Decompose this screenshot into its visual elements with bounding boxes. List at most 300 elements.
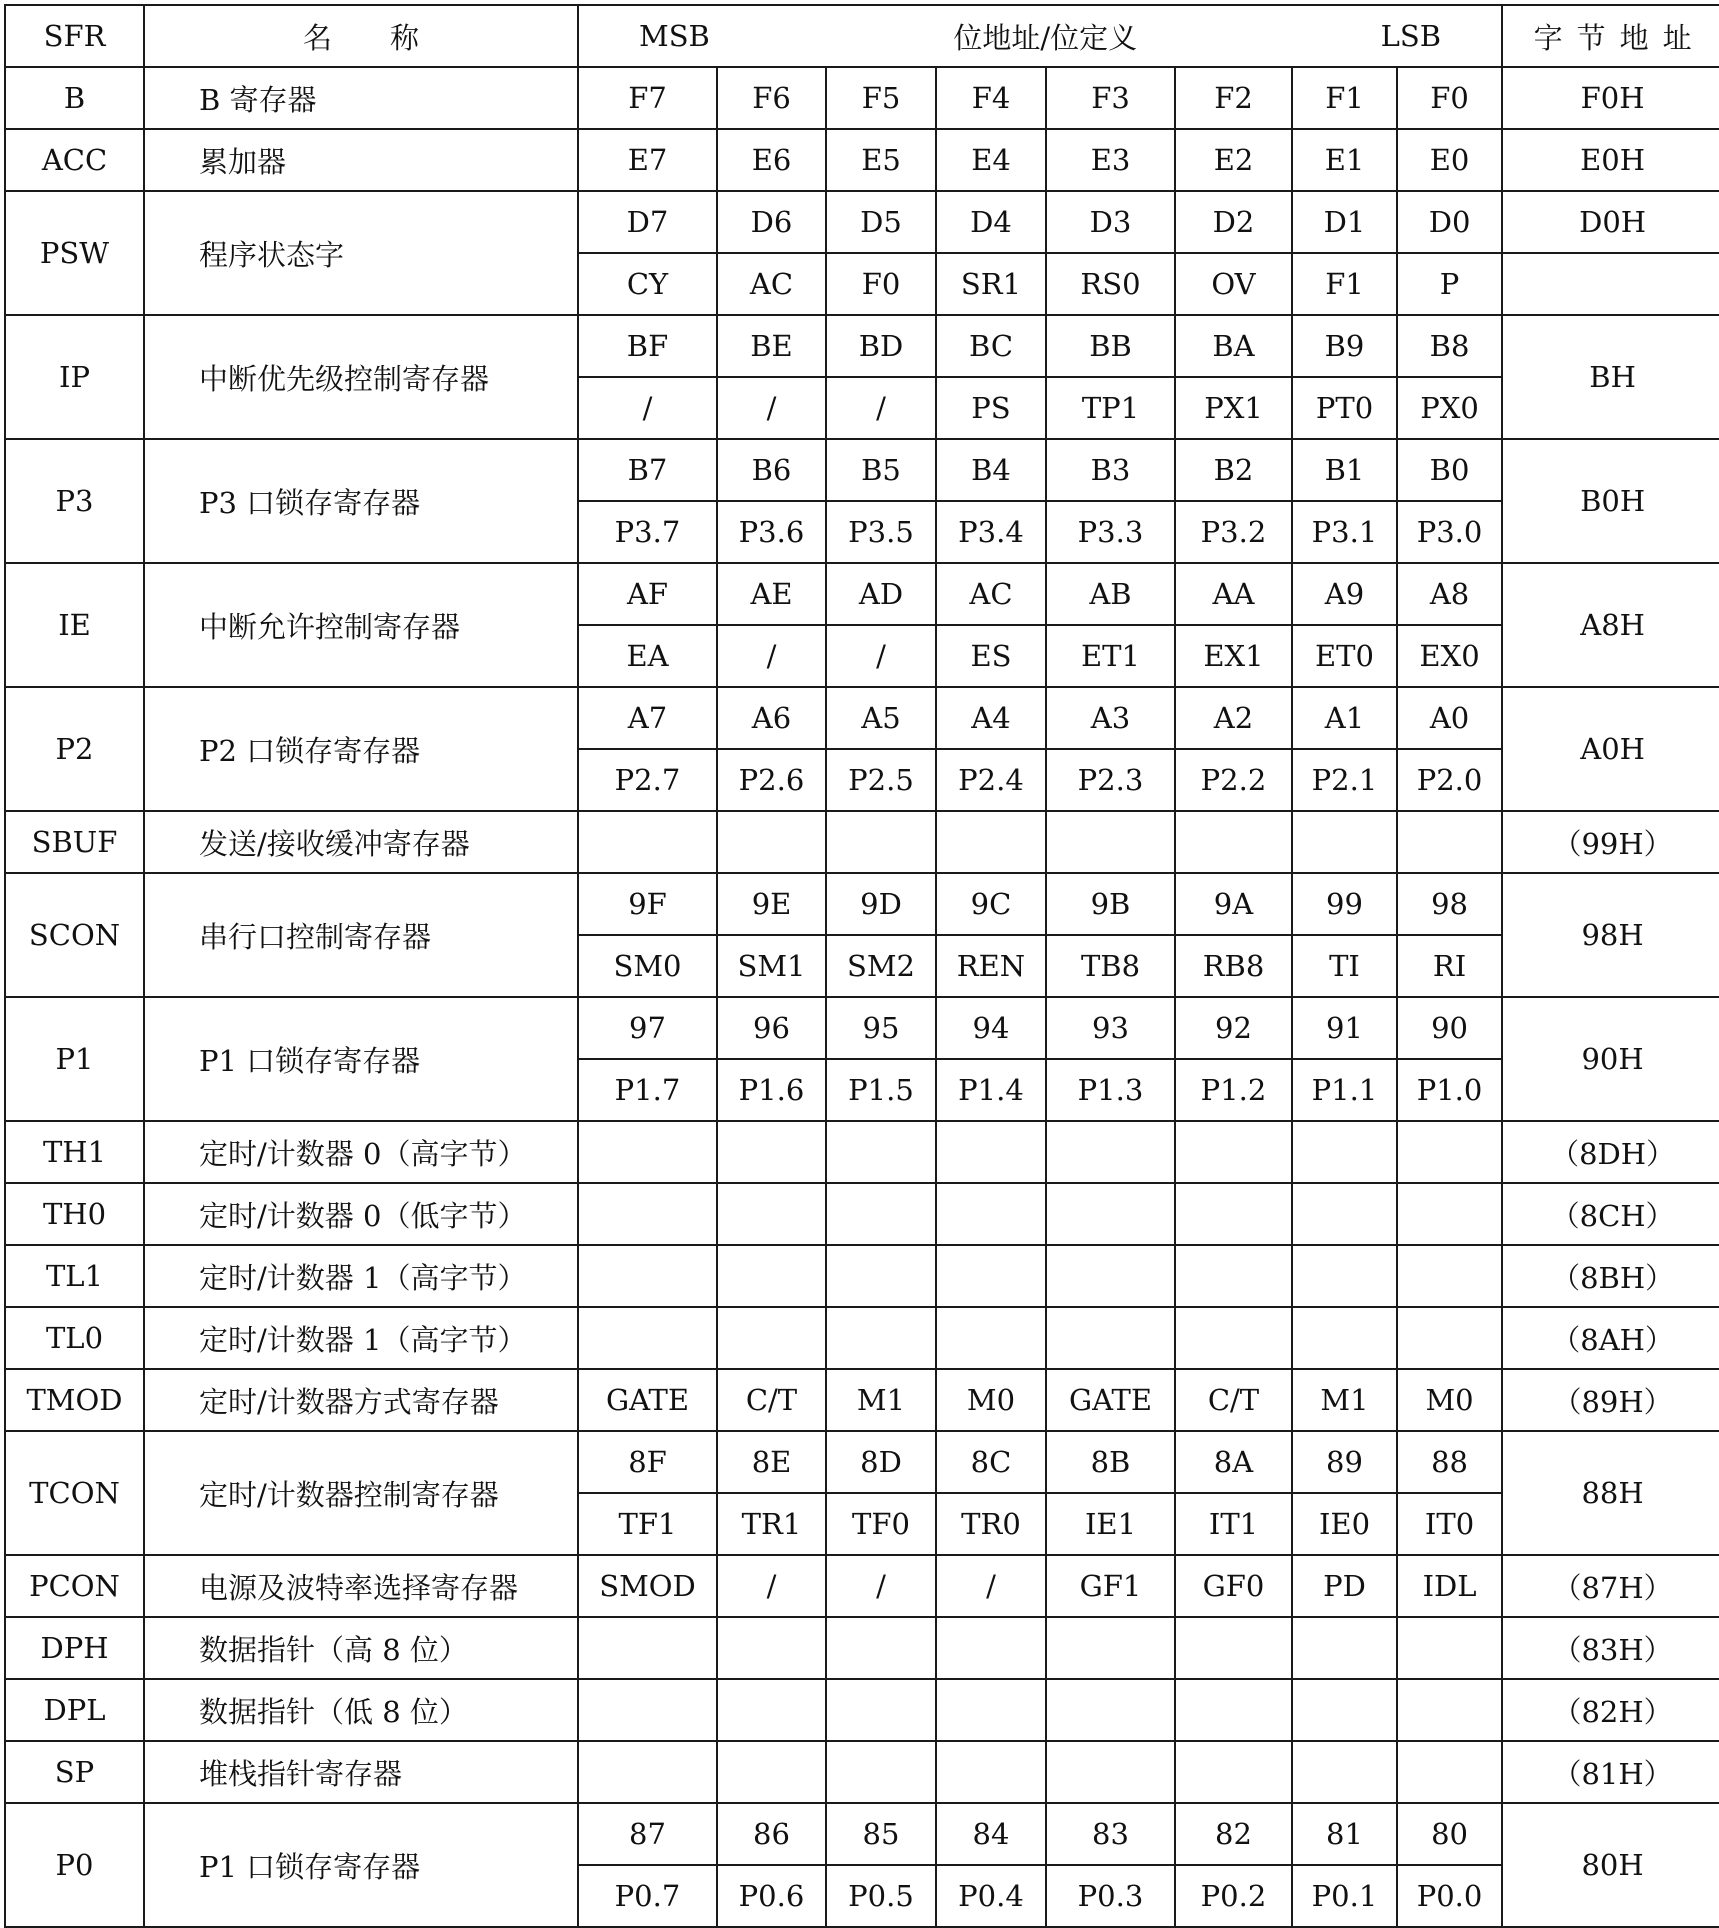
bit-address-cell: 88 xyxy=(1397,1431,1502,1493)
byte-address: A8H xyxy=(1502,563,1719,687)
table-row xyxy=(5,563,1719,625)
bit-definition-cell: CY xyxy=(578,253,717,315)
bit-address-cell xyxy=(1397,1617,1502,1679)
header-byte-address: 字节地址 xyxy=(1502,5,1719,67)
bit-definition-cell: RI xyxy=(1397,935,1502,997)
bit-address-cell xyxy=(1046,1183,1175,1245)
bit-definition-cell: / xyxy=(578,377,717,439)
bit-address-cell xyxy=(936,1679,1046,1741)
bit-address-cell xyxy=(936,1307,1046,1369)
table-row xyxy=(5,1431,1719,1493)
bit-address-cell: AF xyxy=(578,563,717,625)
bit-address-cell: 99 xyxy=(1292,873,1397,935)
bit-definition-cell: TR0 xyxy=(936,1493,1046,1555)
bit-definition-cell: REN xyxy=(936,935,1046,997)
header-lsb: LSB xyxy=(1380,19,1442,53)
bit-definition-cell: SM1 xyxy=(717,935,826,997)
bit-address-cell xyxy=(826,1307,936,1369)
bit-address-cell: E6 xyxy=(717,129,826,191)
bit-definition-cell: P3.0 xyxy=(1397,501,1502,563)
byte-address: 80H xyxy=(1502,1803,1719,1927)
bit-address-cell xyxy=(1292,1617,1397,1679)
sfr-name: P3 口锁存寄存器 xyxy=(144,439,578,563)
bit-definition-cell: EX1 xyxy=(1175,625,1292,687)
bit-definition-cell: / xyxy=(826,377,936,439)
bit-address-cell: A4 xyxy=(936,687,1046,749)
bit-address-cell xyxy=(1397,1183,1502,1245)
bit-address-cell xyxy=(1175,1121,1292,1183)
bit-definition-cell: IE1 xyxy=(1046,1493,1175,1555)
bit-address-cell: / xyxy=(826,1555,936,1617)
bit-address-cell: 9F xyxy=(578,873,717,935)
bit-address-cell xyxy=(1292,1741,1397,1803)
bit-address-cell: AC xyxy=(936,563,1046,625)
bit-address-cell: 9B xyxy=(1046,873,1175,935)
bit-address-cell xyxy=(1397,1741,1502,1803)
bit-address-cell: A1 xyxy=(1292,687,1397,749)
bit-address-cell: C/T xyxy=(717,1369,826,1431)
sfr-symbol: B xyxy=(5,67,144,129)
sfr-symbol: TL1 xyxy=(5,1245,144,1307)
bit-address-cell xyxy=(1175,1245,1292,1307)
table-row xyxy=(5,315,1719,377)
bit-address-cell xyxy=(1292,1679,1397,1741)
sfr-name: 数据指针（低 8 位） xyxy=(144,1679,578,1741)
sfr-name: 定时/计数器方式寄存器 xyxy=(144,1369,578,1431)
bit-address-cell: 9D xyxy=(826,873,936,935)
bit-definition-cell: SM0 xyxy=(578,935,717,997)
bit-address-cell xyxy=(1046,1679,1175,1741)
bit-address-cell xyxy=(936,1245,1046,1307)
bit-address-cell xyxy=(1292,1121,1397,1183)
bit-address-cell: PD xyxy=(1292,1555,1397,1617)
bit-address-cell xyxy=(1175,1741,1292,1803)
bit-definition-cell: P0.7 xyxy=(578,1865,717,1927)
header-bit-definition xyxy=(578,5,1502,67)
bit-address-cell xyxy=(826,1245,936,1307)
bit-address-cell: 83 xyxy=(1046,1803,1175,1865)
bit-address-cell xyxy=(1175,1617,1292,1679)
sfr-name: P2 口锁存寄存器 xyxy=(144,687,578,811)
bit-address-cell xyxy=(578,1245,717,1307)
bit-definition-cell: PX1 xyxy=(1175,377,1292,439)
bit-address-cell: M0 xyxy=(936,1369,1046,1431)
bit-address-cell: A7 xyxy=(578,687,717,749)
bit-definition-cell: P0.6 xyxy=(717,1865,826,1927)
bit-address-cell: A2 xyxy=(1175,687,1292,749)
sfr-symbol: ACC xyxy=(5,129,144,191)
byte-address: 88H xyxy=(1502,1431,1719,1555)
bit-address-cell xyxy=(717,1121,826,1183)
bit-address-cell: 90 xyxy=(1397,997,1502,1059)
bit-address-cell: B6 xyxy=(717,439,826,501)
byte-address: （8DH） xyxy=(1502,1121,1719,1183)
table-row xyxy=(5,1369,1719,1431)
byte-address: （81H） xyxy=(1502,1741,1719,1803)
bit-definition-cell: P2.1 xyxy=(1292,749,1397,811)
bit-address-cell: B1 xyxy=(1292,439,1397,501)
bit-address-cell: D0 xyxy=(1397,191,1502,253)
sfr-name: 中断允许控制寄存器 xyxy=(144,563,578,687)
bit-definition-cell: P0.5 xyxy=(826,1865,936,1927)
bit-address-cell: 8A xyxy=(1175,1431,1292,1493)
bit-address-cell xyxy=(578,1741,717,1803)
bit-address-cell: BE xyxy=(717,315,826,377)
bit-definition-cell: IT0 xyxy=(1397,1493,1502,1555)
bit-address-cell: B2 xyxy=(1175,439,1292,501)
bit-address-cell xyxy=(1175,1183,1292,1245)
sfr-symbol: PSW xyxy=(5,191,144,315)
bit-definition-cell: SR1 xyxy=(936,253,1046,315)
table-row xyxy=(5,129,1719,191)
bit-address-cell: 95 xyxy=(826,997,936,1059)
sfr-name: 串行口控制寄存器 xyxy=(144,873,578,997)
sfr-name: 定时/计数器 0（低字节） xyxy=(144,1183,578,1245)
bit-address-cell xyxy=(578,1307,717,1369)
bit-address-cell xyxy=(1292,1183,1397,1245)
sfr-symbol: SBUF xyxy=(5,811,144,873)
bit-address-cell xyxy=(578,1679,717,1741)
bit-address-cell xyxy=(717,1617,826,1679)
bit-definition-cell: TP1 xyxy=(1046,377,1175,439)
bit-address-cell: 8E xyxy=(717,1431,826,1493)
sfr-symbol: IP xyxy=(5,315,144,439)
byte-address: B0H xyxy=(1502,439,1719,563)
bit-definition-cell: ET0 xyxy=(1292,625,1397,687)
bit-address-cell: BB xyxy=(1046,315,1175,377)
byte-address: （8BH） xyxy=(1502,1245,1719,1307)
bit-address-cell xyxy=(826,1679,936,1741)
bit-address-cell: F5 xyxy=(826,67,936,129)
bit-definition-cell: P0.3 xyxy=(1046,1865,1175,1927)
bit-address-cell xyxy=(936,1617,1046,1679)
bit-address-cell: 9A xyxy=(1175,873,1292,935)
bit-address-cell: BA xyxy=(1175,315,1292,377)
sfr-symbol: IE xyxy=(5,563,144,687)
bit-definition-cell: P1.2 xyxy=(1175,1059,1292,1121)
bit-definition-cell: TF1 xyxy=(578,1493,717,1555)
bit-address-cell: 82 xyxy=(1175,1803,1292,1865)
bit-address-cell xyxy=(1397,1307,1502,1369)
byte-address: （87H） xyxy=(1502,1555,1719,1617)
bit-address-cell: GF1 xyxy=(1046,1555,1175,1617)
bit-address-cell: 98 xyxy=(1397,873,1502,935)
bit-address-cell xyxy=(826,811,936,873)
sfr-symbol: P2 xyxy=(5,687,144,811)
bit-address-cell xyxy=(1046,1307,1175,1369)
bit-address-cell: B7 xyxy=(578,439,717,501)
bit-definition-cell: P xyxy=(1397,253,1502,315)
table-row xyxy=(5,1555,1719,1617)
bit-address-cell: 8F xyxy=(578,1431,717,1493)
bit-address-cell: D2 xyxy=(1175,191,1292,253)
bit-address-cell: F3 xyxy=(1046,67,1175,129)
bit-address-cell xyxy=(1292,1245,1397,1307)
bit-address-cell xyxy=(826,1183,936,1245)
bit-definition-cell: F0 xyxy=(826,253,936,315)
bit-definition-cell: P0.1 xyxy=(1292,1865,1397,1927)
table-row xyxy=(5,1679,1719,1741)
sfr-symbol: PCON xyxy=(5,1555,144,1617)
sfr-symbol: P0 xyxy=(5,1803,144,1927)
bit-definition-cell: P1.0 xyxy=(1397,1059,1502,1121)
sfr-symbol: P3 xyxy=(5,439,144,563)
bit-address-cell: AD xyxy=(826,563,936,625)
table-row xyxy=(5,873,1719,935)
bit-address-cell: 8D xyxy=(826,1431,936,1493)
table-row xyxy=(5,67,1719,129)
bit-address-cell xyxy=(717,811,826,873)
bit-address-cell: A6 xyxy=(717,687,826,749)
bit-address-cell: E5 xyxy=(826,129,936,191)
bit-address-cell: 94 xyxy=(936,997,1046,1059)
sfr-name: 电源及波特率选择寄存器 xyxy=(144,1555,578,1617)
bit-definition-cell: / xyxy=(717,377,826,439)
table-row xyxy=(5,1741,1719,1803)
bit-address-cell xyxy=(1046,1121,1175,1183)
bit-address-cell: B3 xyxy=(1046,439,1175,501)
sfr-symbol: P1 xyxy=(5,997,144,1121)
bit-definition-cell: PX0 xyxy=(1397,377,1502,439)
table-row xyxy=(5,1617,1719,1679)
bit-address-cell xyxy=(1175,1307,1292,1369)
sfr-symbol: SP xyxy=(5,1741,144,1803)
bit-address-cell xyxy=(717,1183,826,1245)
bit-address-cell: 80 xyxy=(1397,1803,1502,1865)
bit-definition-cell: P1.4 xyxy=(936,1059,1046,1121)
bit-address-cell xyxy=(1046,1617,1175,1679)
header-name: 名称 xyxy=(144,5,578,67)
bit-address-cell: M1 xyxy=(826,1369,936,1431)
bit-definition-cell: P3.6 xyxy=(717,501,826,563)
bit-address-cell: E0 xyxy=(1397,129,1502,191)
sfr-table-body xyxy=(5,67,1719,1927)
header-bitdef: 位地址/位定义 xyxy=(953,20,1138,55)
sfr-symbol: TMOD xyxy=(5,1369,144,1431)
bit-address-cell: F1 xyxy=(1292,67,1397,129)
bit-definition-cell: OV xyxy=(1175,253,1292,315)
bit-definition-cell: P2.4 xyxy=(936,749,1046,811)
header-msb: MSB xyxy=(639,19,710,53)
bit-address-cell: SMOD xyxy=(578,1555,717,1617)
bit-address-cell: BD xyxy=(826,315,936,377)
bit-definition-cell: P2.0 xyxy=(1397,749,1502,811)
sfr-name: P1 口锁存寄存器 xyxy=(144,997,578,1121)
bit-definition-cell: P2.6 xyxy=(717,749,826,811)
sfr-name: 定时/计数器 1（高字节） xyxy=(144,1245,578,1307)
bit-address-cell: 81 xyxy=(1292,1803,1397,1865)
table-row xyxy=(5,1307,1719,1369)
sfr-name: 定时/计数器 0（高字节） xyxy=(144,1121,578,1183)
table-row xyxy=(5,1183,1719,1245)
bit-address-cell: F6 xyxy=(717,67,826,129)
byte-address-empty xyxy=(1502,253,1719,315)
bit-definition-cell: ES xyxy=(936,625,1046,687)
bit-definition-cell: SM2 xyxy=(826,935,936,997)
bit-address-cell: AE xyxy=(717,563,826,625)
bit-address-cell: GATE xyxy=(578,1369,717,1431)
bit-address-cell xyxy=(1292,811,1397,873)
table-row xyxy=(5,439,1719,501)
bit-definition-cell: P3.3 xyxy=(1046,501,1175,563)
bit-definition-cell: P0.2 xyxy=(1175,1865,1292,1927)
byte-address: 98H xyxy=(1502,873,1719,997)
bit-definition-cell: TF0 xyxy=(826,1493,936,1555)
byte-address: （8AH） xyxy=(1502,1307,1719,1369)
bit-address-cell: 85 xyxy=(826,1803,936,1865)
bit-address-cell: B8 xyxy=(1397,315,1502,377)
bit-address-cell: BF xyxy=(578,315,717,377)
bit-address-cell xyxy=(578,1121,717,1183)
sfr-name: 定时/计数器控制寄存器 xyxy=(144,1431,578,1555)
bit-address-cell: F2 xyxy=(1175,67,1292,129)
bit-definition-cell: EA xyxy=(578,625,717,687)
bit-definition-cell: ET1 xyxy=(1046,625,1175,687)
bit-address-cell xyxy=(1175,811,1292,873)
bit-address-cell: 9E xyxy=(717,873,826,935)
bit-definition-cell: TB8 xyxy=(1046,935,1175,997)
bit-address-cell: D5 xyxy=(826,191,936,253)
bit-address-cell: D1 xyxy=(1292,191,1397,253)
bit-address-cell: F4 xyxy=(936,67,1046,129)
bit-address-cell: C/T xyxy=(1175,1369,1292,1431)
bit-definition-cell: IE0 xyxy=(1292,1493,1397,1555)
bit-address-cell: D3 xyxy=(1046,191,1175,253)
bit-address-cell: GF0 xyxy=(1175,1555,1292,1617)
sfr-name: B 寄存器 xyxy=(144,67,578,129)
bit-address-cell xyxy=(717,1679,826,1741)
bit-definition-cell: PS xyxy=(936,377,1046,439)
bit-definition-cell: P0.4 xyxy=(936,1865,1046,1927)
sfr-name: 定时/计数器 1（高字节） xyxy=(144,1307,578,1369)
sfr-symbol: TH0 xyxy=(5,1183,144,1245)
byte-address: 90H xyxy=(1502,997,1719,1121)
byte-address: D0H xyxy=(1502,191,1719,253)
bit-address-cell: 97 xyxy=(578,997,717,1059)
bit-address-cell xyxy=(717,1245,826,1307)
byte-address: F0H xyxy=(1502,67,1719,129)
bit-definition-cell: / xyxy=(826,625,936,687)
table-row xyxy=(5,1121,1719,1183)
bit-address-cell: 92 xyxy=(1175,997,1292,1059)
table-row xyxy=(5,687,1719,749)
bit-address-cell xyxy=(1397,1245,1502,1307)
bit-address-cell: 93 xyxy=(1046,997,1175,1059)
bit-address-cell: 86 xyxy=(717,1803,826,1865)
bit-address-cell xyxy=(936,811,1046,873)
sfr-name: 发送/接收缓冲寄存器 xyxy=(144,811,578,873)
bit-address-cell: A5 xyxy=(826,687,936,749)
bit-definition-cell: P2.5 xyxy=(826,749,936,811)
bit-address-cell: F0 xyxy=(1397,67,1502,129)
bit-address-cell xyxy=(717,1741,826,1803)
bit-definition-cell: TI xyxy=(1292,935,1397,997)
bit-address-cell: E3 xyxy=(1046,129,1175,191)
bit-definition-cell: RB8 xyxy=(1175,935,1292,997)
bit-definition-cell: P2.2 xyxy=(1175,749,1292,811)
sfr-name: 数据指针（高 8 位） xyxy=(144,1617,578,1679)
bit-address-cell: 9C xyxy=(936,873,1046,935)
bit-address-cell: A9 xyxy=(1292,563,1397,625)
bit-address-cell: / xyxy=(717,1555,826,1617)
sfr-name: P1 口锁存寄存器 xyxy=(144,1803,578,1927)
bit-address-cell xyxy=(826,1121,936,1183)
byte-address: （99H） xyxy=(1502,811,1719,873)
byte-address: A0H xyxy=(1502,687,1719,811)
table-row xyxy=(5,997,1719,1059)
bit-address-cell: AA xyxy=(1175,563,1292,625)
bit-definition-cell: P1.5 xyxy=(826,1059,936,1121)
bit-address-cell xyxy=(1175,1679,1292,1741)
bit-definition-cell: P1.6 xyxy=(717,1059,826,1121)
table-row xyxy=(5,1245,1719,1307)
sfr-table xyxy=(4,4,1719,1928)
byte-address: （83H） xyxy=(1502,1617,1719,1679)
bit-address-cell xyxy=(1292,1307,1397,1369)
table-row xyxy=(5,811,1719,873)
byte-address: （89H） xyxy=(1502,1369,1719,1431)
bit-address-cell xyxy=(826,1617,936,1679)
bit-definition-cell: P3.5 xyxy=(826,501,936,563)
bit-address-cell: M0 xyxy=(1397,1369,1502,1431)
bit-definition-cell: P3.2 xyxy=(1175,501,1292,563)
bit-address-cell xyxy=(1046,1245,1175,1307)
bit-definition-cell: P2.3 xyxy=(1046,749,1175,811)
bit-definition-cell: P3.1 xyxy=(1292,501,1397,563)
byte-address: （82H） xyxy=(1502,1679,1719,1741)
bit-definition-cell: P1.7 xyxy=(578,1059,717,1121)
table-row xyxy=(5,191,1719,253)
bit-definition-cell: PT0 xyxy=(1292,377,1397,439)
bit-address-cell: 87 xyxy=(578,1803,717,1865)
sfr-name: 堆栈指针寄存器 xyxy=(144,1741,578,1803)
bit-address-cell xyxy=(936,1121,1046,1183)
bit-address-cell: 91 xyxy=(1292,997,1397,1059)
bit-definition-cell: F1 xyxy=(1292,253,1397,315)
table-row xyxy=(5,1803,1719,1865)
bit-address-cell xyxy=(578,811,717,873)
header-row xyxy=(5,5,1719,67)
bit-address-cell: 89 xyxy=(1292,1431,1397,1493)
bit-address-cell xyxy=(1046,1741,1175,1803)
bit-address-cell: B0 xyxy=(1397,439,1502,501)
sfr-symbol: DPH xyxy=(5,1617,144,1679)
bit-address-cell: IDL xyxy=(1397,1555,1502,1617)
byte-address: （8CH） xyxy=(1502,1183,1719,1245)
bit-address-cell: D7 xyxy=(578,191,717,253)
bit-definition-cell: TR1 xyxy=(717,1493,826,1555)
bit-address-cell: M1 xyxy=(1292,1369,1397,1431)
bit-address-cell: BC xyxy=(936,315,1046,377)
bit-address-cell xyxy=(578,1183,717,1245)
bit-definition-cell: EX0 xyxy=(1397,625,1502,687)
bit-address-cell: B9 xyxy=(1292,315,1397,377)
bit-address-cell: A0 xyxy=(1397,687,1502,749)
bit-address-cell: F7 xyxy=(578,67,717,129)
bit-address-cell xyxy=(578,1617,717,1679)
sfr-symbol: DPL xyxy=(5,1679,144,1741)
byte-address: E0H xyxy=(1502,129,1719,191)
bit-address-cell: 8B xyxy=(1046,1431,1175,1493)
bit-definition-cell: P0.0 xyxy=(1397,1865,1502,1927)
bit-definition-cell: P1.3 xyxy=(1046,1059,1175,1121)
bit-address-cell: 96 xyxy=(717,997,826,1059)
bit-address-cell: A3 xyxy=(1046,687,1175,749)
sfr-symbol: TL0 xyxy=(5,1307,144,1369)
bit-address-cell: A8 xyxy=(1397,563,1502,625)
bit-address-cell: / xyxy=(936,1555,1046,1617)
bit-definition-cell: IT1 xyxy=(1175,1493,1292,1555)
